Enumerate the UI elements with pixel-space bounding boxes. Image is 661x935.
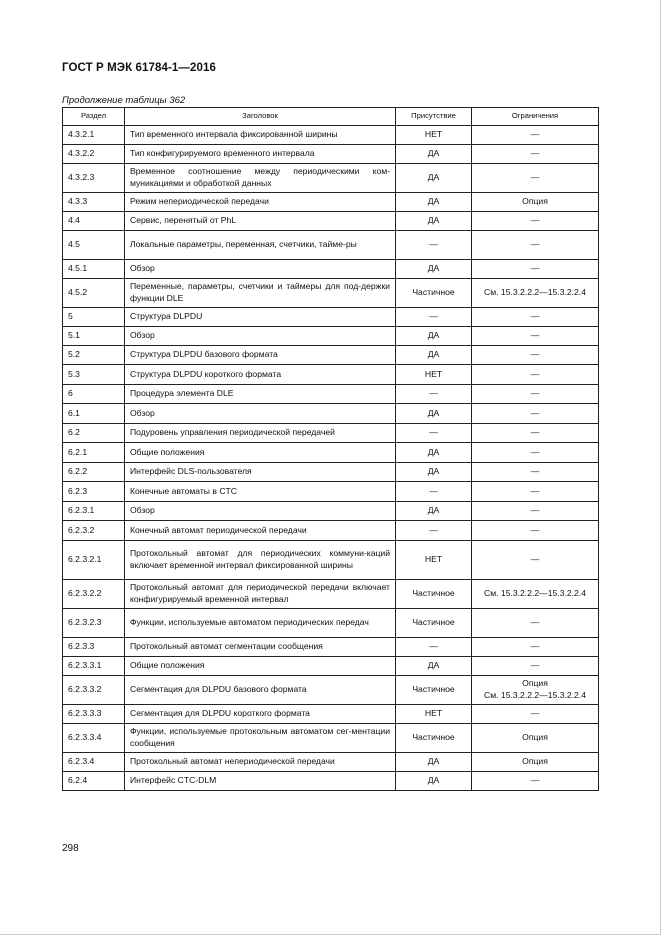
- cell-section: 5.3: [63, 365, 125, 385]
- table-row: [63, 753, 599, 772]
- cell-presence: —: [396, 638, 472, 657]
- table-row: [63, 346, 599, 365]
- cell-limitations: Опция: [472, 724, 599, 753]
- cell-section: 6.2: [63, 424, 125, 443]
- cell-presence: НЕТ: [396, 705, 472, 724]
- cell-title: Конечные автоматы в CTC: [125, 482, 396, 502]
- cell-title: Локальные параметры, переменная, счетчики, тайме-ры: [125, 231, 396, 260]
- cell-section: 4.3.2.1: [63, 126, 125, 145]
- cell-presence: —: [396, 424, 472, 443]
- cell-section: 4.5: [63, 231, 125, 260]
- cell-presence: —: [396, 521, 472, 541]
- cell-section: 6.2.3.3.1: [63, 657, 125, 676]
- cell-limitations: —: [472, 404, 599, 424]
- table-row: [63, 385, 599, 404]
- cell-section: 4.5.1: [63, 260, 125, 279]
- cell-presence: ДА: [396, 502, 472, 521]
- cell-title: Структура DLPDU: [125, 308, 396, 327]
- table-row: [63, 657, 599, 676]
- cell-section: 4.3.3: [63, 193, 125, 212]
- column-header-limitations: Ограничения: [472, 108, 599, 126]
- table-row: [63, 365, 599, 385]
- cell-section: 6.2.3: [63, 482, 125, 502]
- cell-title: Сегментация для DLPDU базового формата: [125, 676, 396, 705]
- cell-title: Режим непериодической передачи: [125, 193, 396, 212]
- cell-presence: ДА: [396, 164, 472, 193]
- cell-limitations: Опция: [472, 753, 599, 772]
- cell-section: 6.2.3.3.2: [63, 676, 125, 705]
- cell-presence: Частичное: [396, 676, 472, 705]
- cell-presence: ДА: [396, 657, 472, 676]
- table-row: [63, 145, 599, 164]
- cell-limitations: —: [472, 365, 599, 385]
- cell-presence: Частичное: [396, 609, 472, 638]
- cell-limitations: —: [472, 126, 599, 145]
- cell-limitations: —: [472, 327, 599, 346]
- cell-presence: ДА: [396, 404, 472, 424]
- cell-title: Функции, используемые автоматом периодических передач: [125, 609, 396, 638]
- table-caption: Продолжение таблицы 362: [62, 95, 186, 106]
- table-row: [63, 308, 599, 327]
- column-header-presence: Присутствие: [396, 108, 472, 126]
- cell-limitations: —: [472, 212, 599, 231]
- cell-presence: ДА: [396, 772, 472, 791]
- cell-presence: Частичное: [396, 724, 472, 753]
- cell-section: 6.2.4: [63, 772, 125, 791]
- cell-section: 4.4: [63, 212, 125, 231]
- table-header-row: [63, 108, 599, 126]
- cell-limitations: Опция: [472, 193, 599, 212]
- cell-presence: ДА: [396, 212, 472, 231]
- cell-presence: —: [396, 482, 472, 502]
- table-row: [63, 541, 599, 580]
- table-row: [63, 212, 599, 231]
- table-row: [63, 327, 599, 346]
- cell-section: 6.2.3.2: [63, 521, 125, 541]
- cell-presence: ДА: [396, 346, 472, 365]
- cell-title: Подуровень управления периодической передачей: [125, 424, 396, 443]
- cell-limitations: —: [472, 308, 599, 327]
- cell-title: Общие положения: [125, 657, 396, 676]
- cell-presence: НЕТ: [396, 541, 472, 580]
- cell-title: Сегментация для DLPDU короткого формата: [125, 705, 396, 724]
- cell-limitations: —: [472, 541, 599, 580]
- cell-presence: ДА: [396, 260, 472, 279]
- cell-presence: НЕТ: [396, 126, 472, 145]
- cell-section: 5.2: [63, 346, 125, 365]
- cell-section: 4.3.2.2: [63, 145, 125, 164]
- cell-limitations: —: [472, 772, 599, 791]
- column-header-section: Раздел: [63, 108, 125, 126]
- table-row: [63, 772, 599, 791]
- cell-presence: ДА: [396, 463, 472, 482]
- table-row: [63, 521, 599, 541]
- cell-title: Структура DLPDU короткого формата: [125, 365, 396, 385]
- table-row: [63, 126, 599, 145]
- document-title: ГОСТ Р МЭК 61784-1—2016: [62, 62, 216, 74]
- cell-presence: —: [396, 385, 472, 404]
- cell-section: 6.2.3.3.3: [63, 705, 125, 724]
- table-row: [63, 164, 599, 193]
- cell-limitations: Опция См. 15.3.2.2.2—15.3.2.2.4: [472, 676, 599, 705]
- cell-title: Обзор: [125, 260, 396, 279]
- cell-limitations: —: [472, 521, 599, 541]
- cell-title: Переменные, параметры, счетчики и таймеры для под-держки функции DLE: [125, 279, 396, 308]
- cell-title: Протокольный автомат сегментации сообщения: [125, 638, 396, 657]
- cell-title: Временное соотношение между периодическими ком-муникациями и обработкой данных: [125, 164, 396, 193]
- table-row: [63, 502, 599, 521]
- cell-limitations: —: [472, 482, 599, 502]
- table-row: [63, 724, 599, 753]
- cell-limitations: —: [472, 705, 599, 724]
- cell-section: 6.1: [63, 404, 125, 424]
- column-header-title: Заголовок: [125, 108, 396, 126]
- requirements-table: [62, 107, 599, 791]
- cell-title: Обзор: [125, 404, 396, 424]
- cell-title: Протокольный автомат для периодической передачи включает конфигурируемый временной интервал: [125, 580, 396, 609]
- cell-presence: ДА: [396, 145, 472, 164]
- cell-section: 6.2.1: [63, 443, 125, 463]
- cell-title: Структура DLPDU базового формата: [125, 346, 396, 365]
- cell-limitations: —: [472, 164, 599, 193]
- cell-limitations: См. 15.3.2.2.2—15.3.2.2.4: [472, 279, 599, 308]
- cell-section: 6.2.3.2.1: [63, 541, 125, 580]
- cell-title: Общие положения: [125, 443, 396, 463]
- cell-title: Функции, используемые протокольным автоматом сег-ментации сообщения: [125, 724, 396, 753]
- cell-presence: —: [396, 231, 472, 260]
- cell-title: Тип конфигурируемого временного интервала: [125, 145, 396, 164]
- table-body: [63, 126, 599, 791]
- table-row: [63, 580, 599, 609]
- cell-limitations: —: [472, 260, 599, 279]
- cell-section: 5.1: [63, 327, 125, 346]
- page-number: 298: [62, 843, 79, 854]
- cell-limitations: —: [472, 424, 599, 443]
- cell-title: Конечный автомат периодической передачи: [125, 521, 396, 541]
- table-row: [63, 638, 599, 657]
- cell-title: Интерфейс DLS-пользователя: [125, 463, 396, 482]
- cell-section: 6.2.3.3: [63, 638, 125, 657]
- cell-presence: ДА: [396, 327, 472, 346]
- cell-section: 4.3.2.3: [63, 164, 125, 193]
- cell-limitations: —: [472, 346, 599, 365]
- table-row: [63, 231, 599, 260]
- cell-title: Интерфейс CTC-DLM: [125, 772, 396, 791]
- table-row: [63, 463, 599, 482]
- cell-section: 6.2.3.2.3: [63, 609, 125, 638]
- cell-section: 5: [63, 308, 125, 327]
- cell-presence: ДА: [396, 443, 472, 463]
- cell-limitations: —: [472, 502, 599, 521]
- table-row: [63, 424, 599, 443]
- cell-limitations: —: [472, 145, 599, 164]
- cell-limitations: —: [472, 609, 599, 638]
- cell-title: Обзор: [125, 327, 396, 346]
- table-row: [63, 443, 599, 463]
- cell-title: Тип временного интервала фиксированной ширины: [125, 126, 396, 145]
- cell-limitations: —: [472, 638, 599, 657]
- table-row: [63, 676, 599, 705]
- cell-section: 6.2.3.4: [63, 753, 125, 772]
- cell-title: Процедура элемента DLE: [125, 385, 396, 404]
- cell-section: 4.5.2: [63, 279, 125, 308]
- cell-limitations: —: [472, 231, 599, 260]
- table-row: [63, 705, 599, 724]
- table-row: [63, 609, 599, 638]
- cell-title: Сервис, перенятый от PhL: [125, 212, 396, 231]
- cell-section: 6.2.3.1: [63, 502, 125, 521]
- cell-presence: ДА: [396, 193, 472, 212]
- table-row: [63, 482, 599, 502]
- cell-title: Протокольный автомат для периодических коммуни-каций включает временной интервал фиксированной ширины: [125, 541, 396, 580]
- cell-presence: ДА: [396, 753, 472, 772]
- cell-section: 6: [63, 385, 125, 404]
- cell-title: Протокольный автомат непериодической передачи: [125, 753, 396, 772]
- cell-presence: Частичное: [396, 580, 472, 609]
- cell-limitations: См. 15.3.2.2.2—15.3.2.2.4: [472, 580, 599, 609]
- cell-presence: НЕТ: [396, 365, 472, 385]
- cell-presence: Частичное: [396, 279, 472, 308]
- cell-limitations: —: [472, 443, 599, 463]
- cell-limitations: —: [472, 657, 599, 676]
- cell-section: 6.2.3.2.2: [63, 580, 125, 609]
- cell-section: 6.2.3.3.4: [63, 724, 125, 753]
- cell-presence: —: [396, 308, 472, 327]
- cell-section: 6.2.2: [63, 463, 125, 482]
- cell-limitations: —: [472, 463, 599, 482]
- table-row: [63, 260, 599, 279]
- table-row: [63, 193, 599, 212]
- table-row: [63, 404, 599, 424]
- table-row: [63, 279, 599, 308]
- cell-limitations: —: [472, 385, 599, 404]
- cell-title: Обзор: [125, 502, 396, 521]
